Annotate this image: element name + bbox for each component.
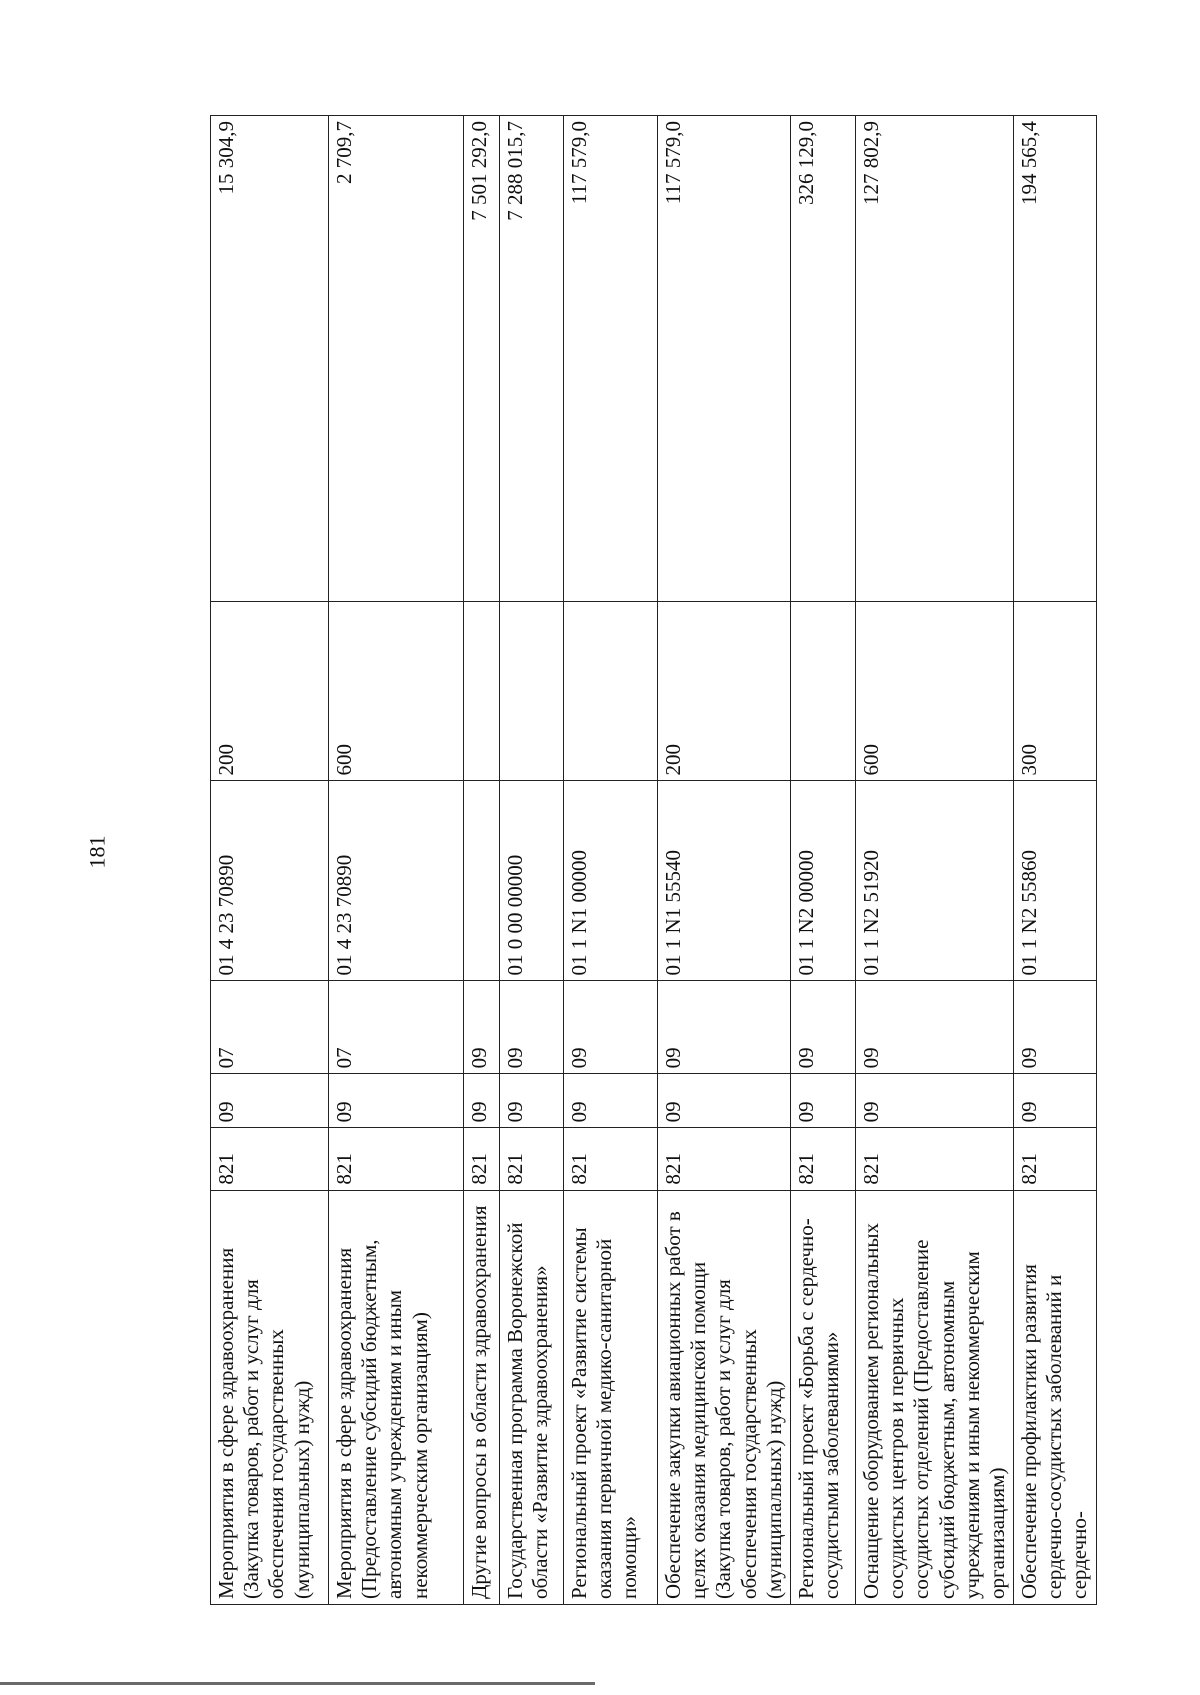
row-sum: 194 565,4: [1014, 116, 1097, 602]
row-pr: 09: [1014, 981, 1097, 1074]
row-csr: 01 1 N1 55540: [658, 781, 791, 981]
row-name: Обеспечение профилактики развития сердечно-сосудистых заболеваний и сердечно-: [1014, 1190, 1097, 1604]
row-pr: 09: [790, 981, 855, 1074]
row-vr: 200: [211, 601, 329, 781]
page-number-text: 181: [84, 835, 109, 869]
table-row: [658, 116, 791, 1605]
row-name: Обеспечение закупки авиационных работ в целях оказания медицинской помощи (Закупка товаров, работ и услуг для обеспечения государственных (муниципальных) нужд): [658, 1190, 791, 1604]
row-rz: 09: [790, 1074, 855, 1128]
scan-edge-line: [0, 1682, 595, 1685]
row-name: Мероприятия в сфере здравоохранения (Закупка товаров, работ и услуг для обеспечения государственных (муниципальных) нужд): [211, 1190, 329, 1604]
row-name: Региональный проект «Развитие системы оказания первичной медико-санитарной помощи»: [564, 1190, 658, 1604]
row-vr: 200: [658, 601, 791, 781]
row-rz: 09: [564, 1074, 658, 1128]
row-grbs: 821: [855, 1128, 1013, 1190]
row-grbs: 821: [790, 1128, 855, 1190]
budget-table-rotated: [210, 115, 1092, 1605]
table-row: [564, 116, 658, 1605]
row-grbs: 821: [464, 1128, 500, 1190]
row-csr: [464, 781, 500, 981]
row-grbs: 821: [658, 1128, 791, 1190]
row-grbs: 821: [211, 1128, 329, 1190]
row-rz: 09: [464, 1074, 500, 1128]
table-row: [855, 116, 1013, 1605]
table-row: [329, 116, 464, 1605]
row-vr: [790, 601, 855, 781]
row-sum: 326 129,0: [790, 116, 855, 602]
row-sum: 7 501 292,0: [464, 116, 500, 602]
row-rz: 09: [211, 1074, 329, 1128]
row-csr: 01 1 N2 55860: [1014, 781, 1097, 981]
row-grbs: 821: [564, 1128, 658, 1190]
row-grbs: 821: [329, 1128, 464, 1190]
row-pr: 07: [329, 981, 464, 1074]
table-row: [1014, 116, 1097, 1605]
row-sum: 127 802,9: [855, 116, 1013, 602]
row-rz: 09: [500, 1074, 564, 1128]
row-rz: 09: [1014, 1074, 1097, 1128]
row-name: Мероприятия в сфере здравоохранения (Предоставление субсидий бюджетным, автономным учреждениям и иным некоммерческим организациям): [329, 1190, 464, 1604]
row-grbs: 821: [500, 1128, 564, 1190]
table-row: [790, 116, 855, 1605]
row-vr: 600: [329, 601, 464, 781]
row-vr: 600: [855, 601, 1013, 781]
row-rz: 09: [658, 1074, 791, 1128]
row-csr: 01 1 N1 00000: [564, 781, 658, 981]
row-pr: 09: [855, 981, 1013, 1074]
row-rz: 09: [329, 1074, 464, 1128]
row-sum: 7 288 015,7: [500, 116, 564, 602]
row-pr: 09: [658, 981, 791, 1074]
row-pr: 09: [464, 981, 500, 1074]
row-pr: 09: [564, 981, 658, 1074]
row-pr: 09: [500, 981, 564, 1074]
row-sum: 117 579,0: [658, 116, 791, 602]
table-row: [500, 116, 564, 1605]
table-row: [211, 116, 329, 1605]
row-sum: 2 709,7: [329, 116, 464, 602]
row-name: Государственная программа Воронежской области «Развитие здравоохранения»: [500, 1190, 564, 1604]
row-name: Оснащение оборудованием региональных сосудистых центров и первичных сосудистых отделений (Предоставление субсидий бюджетным, автономным учреждениям и иным некоммерческим организациям): [855, 1190, 1013, 1604]
row-sum: 15 304,9: [211, 116, 329, 602]
page-number: [77, 812, 117, 892]
row-csr: 01 4 23 70890: [211, 781, 329, 981]
row-name: Другие вопросы в области здравоохранения: [464, 1190, 500, 1604]
row-grbs: 821: [1014, 1128, 1097, 1190]
row-csr: 01 0 00 00000: [500, 781, 564, 981]
row-csr: 01 4 23 70890: [329, 781, 464, 981]
row-vr: [564, 601, 658, 781]
row-vr: [464, 601, 500, 781]
row-vr: 300: [1014, 601, 1097, 781]
row-csr: 01 1 N2 00000: [790, 781, 855, 981]
table-row: [464, 116, 500, 1605]
row-name: Региональный проект «Борьба с сердечно-сосудистыми заболеваниями»: [790, 1190, 855, 1604]
row-csr: 01 1 N2 51920: [855, 781, 1013, 981]
row-vr: [500, 601, 564, 781]
row-sum: 117 579,0: [564, 116, 658, 602]
budget-table: [210, 115, 1097, 1605]
row-pr: 07: [211, 981, 329, 1074]
row-rz: 09: [855, 1074, 1013, 1128]
